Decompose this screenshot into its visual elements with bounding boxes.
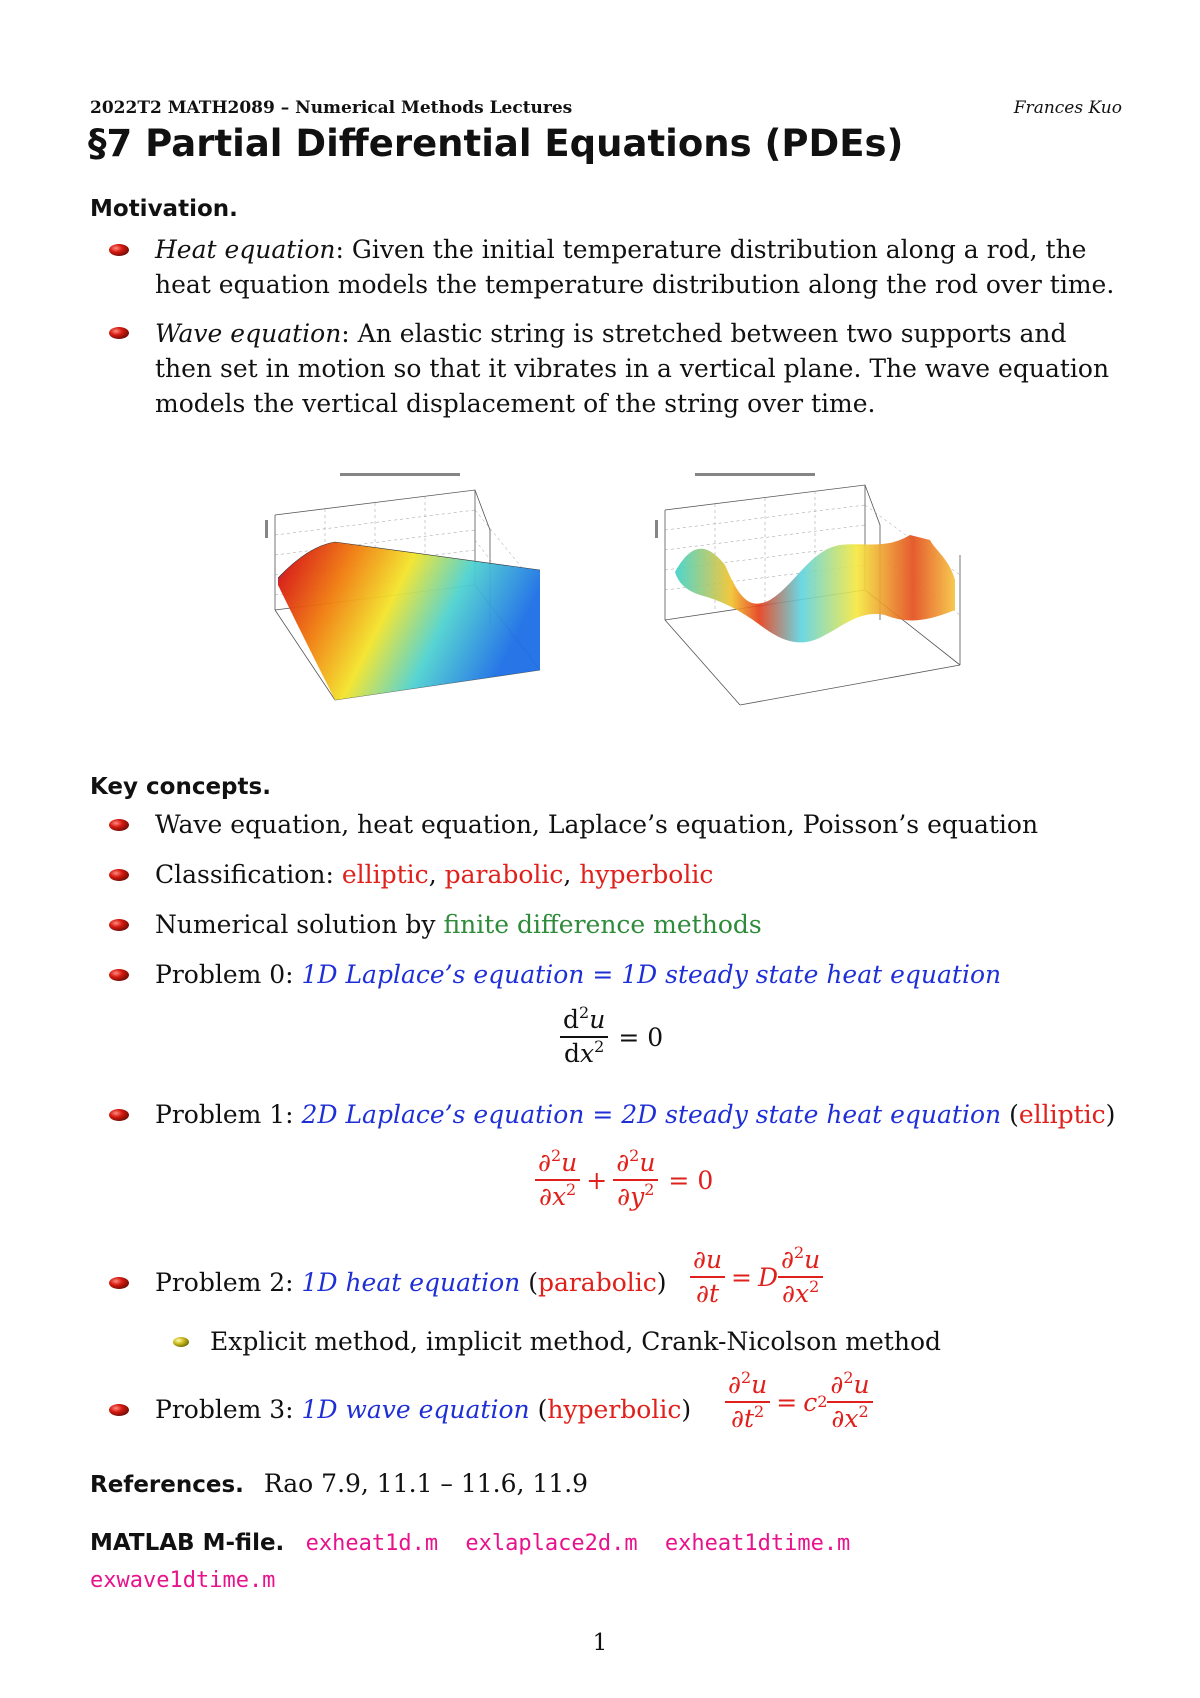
equation-1d-wave: $\frac{\partial^2u}{\partial t^2}$ = c 2 $\frac{\partial^2u}{\partial x^2}$ xyxy=(725,1370,873,1434)
page-number: 1 xyxy=(592,1630,608,1656)
equation-2d-laplace: $\frac{\partial^2u}{\partial x^2}$ + $\frac{\partial^2u}{\partial y^2}$ = 0 xyxy=(535,1148,713,1212)
problem-1-prefix: Problem 1: xyxy=(155,1100,302,1129)
matlab-file-link[interactable]: exheat1dtime.m xyxy=(664,1531,851,1556)
matlab-heading: MATLAB M-file. xyxy=(90,1530,285,1556)
key-concept-classification xyxy=(155,857,713,892)
numerical-prefix: Numerical solution by xyxy=(155,910,444,939)
paren: ) xyxy=(1105,1100,1116,1129)
heat-surface-plot xyxy=(240,450,580,725)
author: Frances Kuo xyxy=(1013,98,1122,118)
paren: ( xyxy=(1001,1100,1019,1129)
problem-3 xyxy=(155,1392,691,1427)
problem-2-methods: Explicit method, implicit method, Crank-Nicolson method xyxy=(210,1327,942,1356)
matlab-file-link[interactable]: exwave1dtime.m xyxy=(90,1568,276,1593)
red-ball-bullet-icon xyxy=(108,1276,130,1290)
separator: , xyxy=(428,860,445,889)
red-ball-bullet-icon xyxy=(108,818,130,832)
red-ball-bullet-icon xyxy=(108,326,130,340)
references-heading: References. xyxy=(90,1472,244,1498)
page-title: §7 Partial Differential Equations (PDEs) xyxy=(88,122,904,165)
matlab-file-link[interactable]: exlaplace2d.m xyxy=(465,1531,638,1556)
problem-0-term: 1D Laplace’s equation = 1D steady state heat equation xyxy=(301,960,1002,989)
paren: ( xyxy=(529,1395,548,1424)
classification-prefix: Classification: xyxy=(155,860,342,889)
matlab-file-link[interactable]: exheat1d.m xyxy=(305,1531,439,1556)
paren: ( xyxy=(520,1268,538,1297)
motivation-heading: Motivation. xyxy=(90,196,238,222)
red-ball-bullet-icon xyxy=(108,868,130,882)
equation-1d-laplace: $\frac{d^2u}{dx^2}$ = 0 xyxy=(560,1005,663,1069)
problem-3-prefix: Problem 3: xyxy=(155,1395,302,1424)
red-ball-bullet-icon xyxy=(108,243,130,257)
elliptic-label: elliptic xyxy=(341,860,429,889)
separator: , xyxy=(563,860,580,889)
paren: ) xyxy=(656,1268,667,1297)
wave-equation-text: : An elastic string is stretched between two supports and then set in motion so that it vibrates in a vertical plane. The wave equation models the vertical displacement of the string over time. xyxy=(155,319,1110,418)
equation-1d-heat: $\frac{\partial u}{\partial t}$ = D $\frac{\partial^2u}{\partial x^2}$ xyxy=(690,1245,823,1309)
heat-equation-term: Heat equation xyxy=(155,235,336,264)
yellow-ball-bullet-icon xyxy=(172,1336,190,1348)
parabolic-label: parabolic xyxy=(444,860,564,889)
problem-0-prefix: Problem 0: xyxy=(155,960,302,989)
problem-1 xyxy=(155,1097,1115,1132)
problem-0 xyxy=(155,957,1001,992)
matlab-files-line xyxy=(90,1525,1130,1599)
problem-2-prefix: Problem 2: xyxy=(155,1268,302,1297)
key-concept-numerical xyxy=(155,907,762,942)
heat-equation-text: : Given the initial temperature distribution along a rod, the heat equation models the temperature distribution along the rod over time. xyxy=(155,235,1115,299)
wave-equation-item xyxy=(155,316,1130,421)
problem-2-term: 1D heat equation xyxy=(301,1268,521,1297)
problem-1-class: elliptic xyxy=(1018,1100,1106,1129)
red-ball-bullet-icon xyxy=(108,1403,130,1417)
red-ball-bullet-icon xyxy=(108,918,130,932)
wave-surface-plot xyxy=(630,450,970,725)
problem-3-term: 1D wave equation xyxy=(301,1395,530,1424)
hyperbolic-label: hyperbolic xyxy=(579,860,714,889)
problem-2 xyxy=(155,1265,667,1300)
red-ball-bullet-icon xyxy=(108,1108,130,1122)
references-text: Rao 7.9, 11.1 – 11.6, 11.9 xyxy=(263,1469,589,1498)
red-ball-bullet-icon xyxy=(108,968,130,982)
references-line xyxy=(90,1466,588,1503)
key-concepts-heading: Key concepts. xyxy=(90,774,271,800)
key-concept-equations: Wave equation, heat equation, Laplace’s equation, Poisson’s equation xyxy=(155,810,1039,839)
wave-equation-term: Wave equation xyxy=(155,319,342,348)
heat-equation-item xyxy=(155,232,1125,302)
course-header: 2022T2 MATH2089 – Numerical Methods Lectures xyxy=(90,98,573,118)
finite-difference-term: finite difference methods xyxy=(443,910,762,939)
paren: ) xyxy=(681,1395,692,1424)
problem-3-class: hyperbolic xyxy=(547,1395,682,1424)
problem-2-class: parabolic xyxy=(537,1268,657,1297)
problem-1-term: 2D Laplace’s equation = 2D steady state heat equation xyxy=(301,1100,1002,1129)
